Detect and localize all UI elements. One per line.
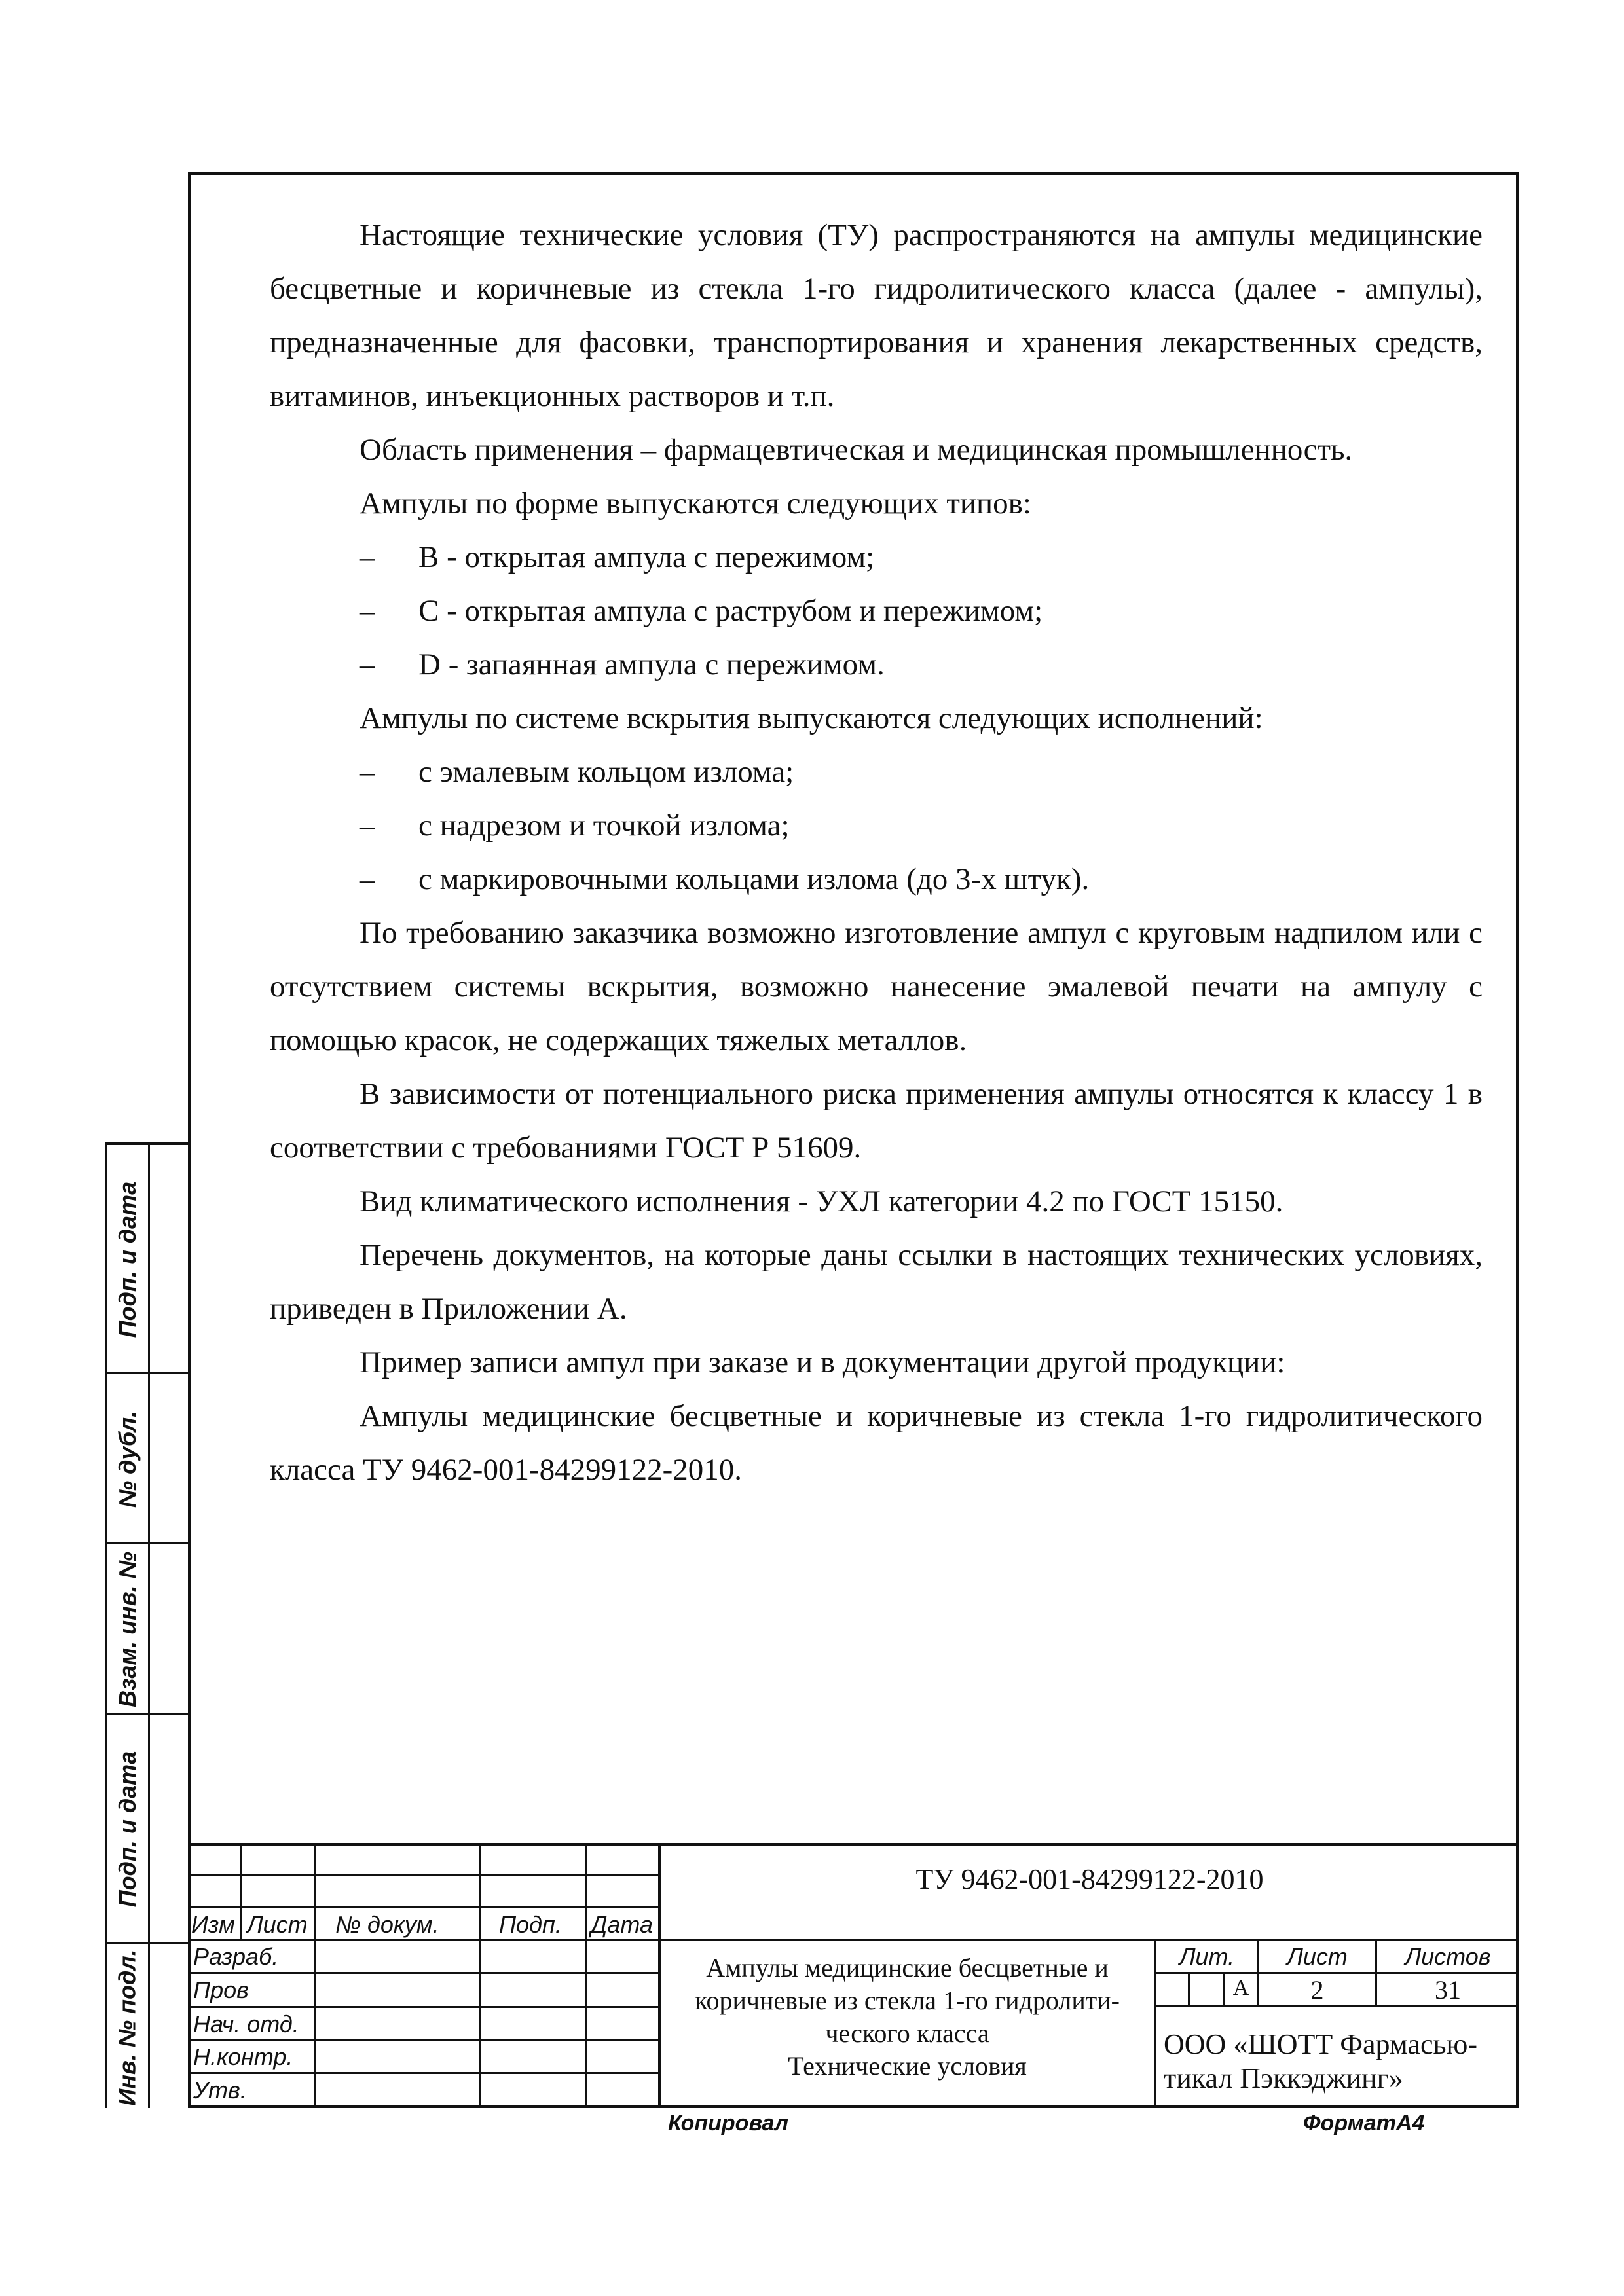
value-sheets: 31 bbox=[1435, 1975, 1461, 2005]
value-sheet: 2 bbox=[1310, 1975, 1324, 2005]
bullet-dash: – bbox=[360, 647, 375, 682]
bullet-dash: – bbox=[360, 862, 375, 896]
paragraph-example: Ампулы медицинские бесцветные и коричневые из стекла 1-го гидролитического класса ТУ 9462-001-84299122-2010. bbox=[270, 1399, 1483, 1487]
header-date: Дата bbox=[591, 1911, 653, 1938]
tb-line bbox=[188, 1972, 659, 1974]
side-label-duplicate: № дубл. bbox=[114, 1410, 141, 1508]
tb-line bbox=[585, 1843, 587, 2108]
bullet-dash: – bbox=[360, 809, 375, 843]
document-title-line: ческого класса bbox=[825, 2018, 989, 2048]
list-item-text: D - запаянная ампула с пережимом. bbox=[418, 647, 885, 682]
footer-copied: Копировал bbox=[668, 2111, 789, 2136]
side-label-sign-date-2: Подп. и дата bbox=[114, 1751, 141, 1908]
role-approved: Утв. bbox=[193, 2077, 247, 2104]
document-title-line: Ампулы медицинские бесцветные и bbox=[706, 1953, 1109, 1982]
label-sheet: Лист bbox=[1287, 1943, 1348, 1970]
document-title bbox=[661, 1952, 1154, 2083]
bullet-dash: – bbox=[360, 594, 375, 628]
title-block bbox=[188, 1843, 1519, 2108]
body-text bbox=[270, 208, 1483, 1497]
organization-name bbox=[1164, 2028, 1477, 2096]
paragraph-references: Перечень документов, на которые даны ссылки в настоящих технических условиях, приведен в Приложении А. bbox=[270, 1238, 1483, 1326]
tb-line bbox=[188, 2072, 659, 2074]
tb-line bbox=[188, 1906, 659, 1908]
footer-format: ФорматА4 bbox=[1303, 2111, 1425, 2136]
document-title-line: Технические условия bbox=[788, 2051, 1027, 2081]
paragraph-application: Область применения – фармацевтическая и медицинская промышленность. bbox=[360, 433, 1353, 467]
paragraph-climate: Вид климатического исполнения - УХЛ категории 4.2 по ГОСТ 15150. bbox=[360, 1184, 1283, 1218]
header-doc-no: № докум. bbox=[335, 1911, 439, 1938]
organization-name-line: ООО «ШОТТ Фармасью- bbox=[1164, 2028, 1478, 2060]
tb-line bbox=[188, 2006, 659, 2008]
role-norm-control: Н.контр. bbox=[193, 2043, 293, 2070]
tb-line bbox=[1188, 1972, 1190, 2007]
tb-line bbox=[240, 1843, 242, 1941]
list-item bbox=[270, 584, 1483, 638]
bullet-dash: – bbox=[360, 540, 375, 574]
side-strip bbox=[105, 1142, 191, 2108]
list-item bbox=[270, 638, 1483, 691]
paragraph-example-intro: Пример записи ампул при заказе и в документации другой продукции: bbox=[360, 1345, 1285, 1379]
list-item-text: с надрезом и точкой излома; bbox=[418, 809, 790, 843]
side-label-sign-date: Подп. и дата bbox=[114, 1181, 141, 1338]
paragraph-custom-order: По требованию заказчика возможно изготовление ампул с круговым надпилом или с отсутствием системы вскрытия, возможно нанесение эмалевой печати на ампулу с помощью красок, не содержащих тяжелых металлов. bbox=[270, 916, 1483, 1057]
tb-line bbox=[188, 1843, 1519, 1846]
list-item-text: с маркировочными кольцами излома (до 3-х штук). bbox=[418, 862, 1090, 896]
organization-name-line: тикал Пэккэджинг» bbox=[1164, 2062, 1403, 2094]
paragraph-types-intro: Ампулы по форме выпускаются следующих типов: bbox=[360, 486, 1031, 520]
list-item bbox=[270, 799, 1483, 852]
paragraph-risk-class: В зависимости от потенциального риска применения ампулы относятся к классу 1 в соответствии с требованиями ГОСТ Р 51609. bbox=[270, 1077, 1483, 1165]
side-label-original-inv: Инв. № подл. bbox=[114, 1948, 141, 2106]
bullet-dash: – bbox=[360, 755, 375, 789]
paragraph-opening-intro: Ампулы по системе вскрытия выпускаются следующих исполнений: bbox=[360, 701, 1263, 735]
list-item bbox=[270, 530, 1483, 584]
paragraph-scope: Настоящие технические условия (ТУ) распространяются на ампулы медицинские бесцветные и коричневые из стекла 1-го гидролитического класса (далее - ампулы), предназначенные для фасовки, транспортирования и хранения лекарственных средств, витаминов, инъекционных растворов и т.п. bbox=[270, 218, 1483, 413]
tb-line bbox=[314, 1843, 316, 2108]
side-label-replaced-inv: Взам. инв. № bbox=[114, 1552, 141, 1707]
value-lit: А bbox=[1232, 1976, 1249, 2000]
role-checker: Пров bbox=[193, 1977, 249, 2003]
tb-line bbox=[188, 1874, 659, 1876]
header-sign: Подп. bbox=[499, 1911, 562, 1938]
header-izm: Изм bbox=[191, 1911, 235, 1938]
tb-line bbox=[188, 1939, 1519, 1941]
tb-line bbox=[479, 1843, 481, 2108]
document-code: ТУ 9462-001-84299122-2010 bbox=[915, 1863, 1264, 1895]
list-item-text: B - открытая ампула с пережимом; bbox=[418, 540, 875, 574]
role-developer: Разраб. bbox=[193, 1943, 279, 1970]
list-item-text: C - открытая ампула с раструбом и пережимом; bbox=[418, 594, 1043, 628]
tb-line bbox=[188, 2039, 659, 2041]
list-item bbox=[270, 852, 1483, 906]
list-item bbox=[270, 745, 1483, 799]
document-title-line: коричневые из стекла 1-го гидролити- bbox=[695, 1986, 1120, 2015]
label-lit: Лит. bbox=[1179, 1943, 1235, 1970]
tb-line bbox=[1154, 1972, 1519, 1974]
label-sheets: Листов bbox=[1405, 1943, 1491, 1970]
role-dept-head: Нач. отд. bbox=[193, 2011, 299, 2037]
list-item-text: с эмалевым кольцом излома; bbox=[418, 755, 794, 789]
header-list: Лист bbox=[247, 1911, 308, 1938]
